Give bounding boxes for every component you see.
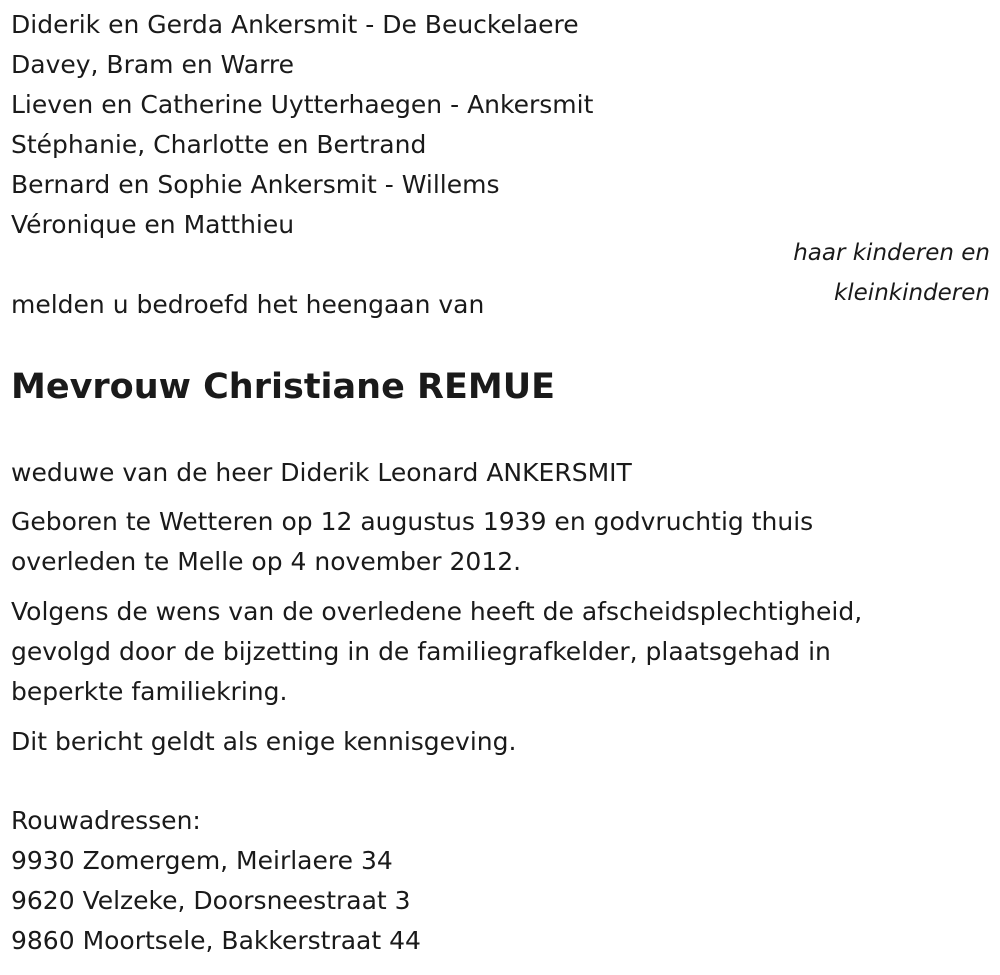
address-line: 9930 Zomergem, Meirlaere 34: [11, 846, 393, 875]
addresses-label: Rouwadressen:: [11, 806, 201, 835]
family-line: Davey, Bram en Warre: [11, 50, 295, 79]
paragraph-line: gevolgd door de bijzetting in de familiegrafkelder, plaatsgehad in: [11, 637, 831, 666]
funeral-paragraph: [11, 592, 971, 712]
family-line: Véronique en Matthieu: [11, 210, 295, 239]
birth-death-paragraph: [11, 502, 971, 582]
notice-text: Dit bericht geldt als enige kennisgeving.: [11, 727, 517, 756]
announcement-text: melden u bedroefd het heengaan van: [11, 290, 485, 319]
paragraph-line: Volgens de wens van de overledene heeft de afscheidsplechtigheid,: [11, 597, 863, 626]
relationship-note: [793, 233, 990, 313]
address-line: 9860 Moortsele, Bakkerstraat 44: [11, 926, 421, 955]
paragraph-line: overleden te Melle op 4 november 2012.: [11, 547, 522, 576]
family-line: Bernard en Sophie Ankersmit - Willems: [11, 170, 500, 199]
family-line: Lieven en Catherine Uytterhaegen - Ankersmit: [11, 90, 594, 119]
paragraph-line: Geboren te Wetteren op 12 augustus 1939 en godvruchtig thuis: [11, 507, 814, 536]
relationship-note-line: haar kinderen en: [793, 240, 990, 266]
widow-of-text: weduwe van de heer Diderik Leonard ANKERSMIT: [11, 458, 632, 487]
family-line: Diderik en Gerda Ankersmit - De Beuckelaere: [11, 10, 579, 39]
relationship-note-line: kleinkinderen: [833, 280, 990, 306]
deceased-name: Mevrouw Christiane REMUE: [11, 367, 556, 407]
family-line: Stéphanie, Charlotte en Bertrand: [11, 130, 427, 159]
address-line: 9620 Velzeke, Doorsneestraat 3: [11, 886, 411, 915]
paragraph-line: beperkte familiekring.: [11, 677, 288, 706]
